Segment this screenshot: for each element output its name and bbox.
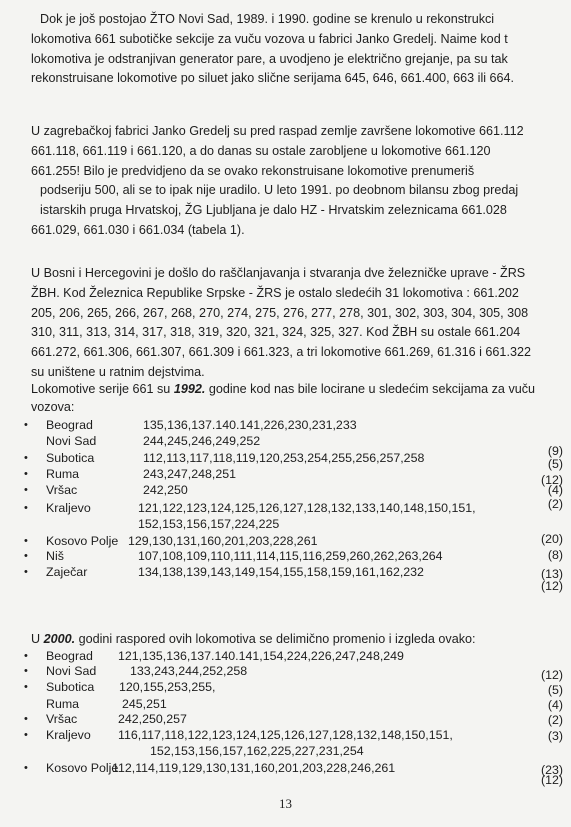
bullet-icon: •	[24, 566, 28, 578]
text-line: 310, 311, 313, 314, 317, 318, 319, 320, 321, 324, 325, 327. Kod ŽBH su ostale 661.204	[31, 325, 521, 340]
text-line: istarskih pruga Hrvatskoj, ŽG Ljubljana je dalo HZ - Hrvatskim zeleznicama 661.028	[40, 203, 507, 218]
section-name: Vršac	[46, 712, 78, 726]
bullet-icon: •	[24, 665, 28, 677]
text-line: su uništene u ratnim dejstvima.	[31, 364, 205, 379]
table-row	[22, 548, 571, 564]
locomotive-count: (3)	[547, 729, 563, 743]
locomotive-count: (20)	[540, 532, 563, 546]
locomotive-numbers: 133,243,244,252,258	[130, 664, 248, 678]
section-name: Subotica	[46, 680, 95, 694]
page-number: 13	[279, 796, 292, 811]
text-line: podseriju 500, ali se to ipak nije uradilo. U leto 1991. po deobnom bilansu zbog predaj	[40, 183, 519, 198]
bullet-icon: •	[24, 535, 28, 547]
locomotive-numbers: 245,251	[122, 697, 167, 711]
text-line: U Bosni i Hercegovini je došlo do raščlanjavanja i stvaranja dve železničke uprave - ŽRS	[31, 266, 526, 280]
year-2000: 2000.	[43, 632, 76, 646]
locomotive-count: (12)	[540, 773, 563, 787]
intro-1992-line2	[31, 400, 74, 414]
locomotive-numbers: 134,138,139,143,149,154,155,158,159,161,162,232	[138, 565, 424, 579]
bullet-icon: •	[24, 550, 28, 562]
table-row	[22, 711, 571, 727]
locomotive-numbers: 242,250,257	[118, 712, 187, 726]
section-name: Niš	[46, 549, 64, 563]
locomotive-numbers: 135,136,137.140.141,226,230,231,233	[143, 418, 357, 432]
locomotive-numbers: 121,122,123,124,125,126,127,128,132,133,140,148,150,151,	[138, 501, 476, 515]
text-line: Dok je još postojao ŽTO Novi Sad, 1989. i 1990. godine se krenulo u rekonstrukci	[40, 12, 495, 26]
section-name: Beograd	[46, 418, 93, 432]
locomotive-count: (4)	[547, 483, 563, 497]
paragraph-novi-sad	[31, 10, 571, 89]
locomotive-count: (2)	[547, 497, 563, 511]
text-line: 661.118, 661.119 i 661.120, a do danas su ostale zarobljene u lokomotive 661.120	[31, 143, 491, 158]
text-line: ŽBH. Kod Železnica Republike Srpske - ŽRS je ostalo sledećih 31 lokomotiva : 661.202	[31, 285, 519, 300]
intro-1992	[31, 382, 535, 396]
locomotive-count: (13)	[540, 567, 563, 581]
locomotive-count: (2)	[547, 713, 563, 727]
locomotive-count: (9)	[547, 444, 563, 458]
table-row	[22, 663, 571, 682]
locomotive-count: (4)	[547, 698, 563, 712]
text-line: lokomotiva je odstranjivan generator pare, a uvodjeno je električno grejanje, pa su tak	[31, 51, 508, 66]
locomotive-count: (5)	[547, 683, 563, 697]
table-row	[22, 564, 571, 580]
locomotive-numbers: 152,153,156,157,224,225	[138, 517, 280, 531]
table-row	[22, 727, 571, 743]
locomotive-numbers: 243,247,248,251	[143, 467, 237, 481]
locomotive-count: (23)	[540, 763, 563, 777]
text-line: 661.029, 661.030 i 661.034 (tabela 1).	[31, 222, 245, 237]
text-line: 661.272, 661.306, 661.307, 661.309 i 661.323, a tri lokomotive 661.269, 61.316 i 661.322	[31, 345, 531, 360]
locomotive-count: (8)	[547, 548, 563, 562]
paragraph-bosnia	[31, 264, 571, 383]
section-name: Kosovo Polje	[46, 761, 119, 775]
locomotive-numbers: 242,250	[143, 483, 188, 497]
locomotive-count: (12)	[540, 579, 563, 593]
bullet-icon: •	[24, 452, 28, 464]
locomotive-numbers: 121,135,136,137.140.141,154,224,226,247,248,249	[118, 649, 404, 663]
intro-text: vozova:	[31, 400, 75, 414]
intro-text: godine kod nas bile locirane u sledećim sekcijama za vuču	[205, 382, 536, 396]
text-line: 661.255! Bilo je predvidjeno da se ovako rekonstruisane lokomotive prenumeriš	[31, 163, 475, 178]
text-line: lokomotiva 661 subotičke sekcije za vuču vozova u fabrici Janko Gredelj. Naime kod t	[31, 31, 508, 46]
bullet-icon: •	[24, 681, 28, 693]
intro-text: Lokomotive serije 661 su	[31, 382, 174, 396]
section-name: Ruma	[46, 697, 80, 711]
bullet-icon: •	[24, 484, 28, 496]
section-name: Subotica	[46, 451, 95, 465]
paragraph-zagreb	[31, 122, 571, 241]
table-row	[22, 743, 571, 759]
table-row	[22, 450, 571, 471]
year-1992: 1992.	[173, 382, 206, 396]
text-line: rekonstruisane lokomotive po siluet jako slične serijama 645, 646, 661.400, 663 ili 664.	[31, 71, 515, 86]
text-line: U zagrebačkoj fabrici Janko Gredelj su pred raspad zemlje završene lokomotive 661.112	[31, 124, 524, 138]
locomotive-count: (5)	[547, 457, 563, 471]
table-row	[22, 773, 571, 792]
locomotive-numbers: 116,117,118,122,123,124,125,126,127,128,132,148,150,151,	[118, 728, 453, 742]
locomotive-numbers: 112,114,119,129,130,131,160,201,203,228,246,261	[112, 761, 396, 775]
section-name: Zaječar	[46, 565, 88, 579]
table-row	[22, 679, 571, 695]
section-name: Ruma	[46, 467, 80, 481]
section-name: Kraljevo	[46, 728, 91, 742]
table-row	[22, 533, 571, 549]
table-row	[22, 466, 571, 487]
locomotive-numbers: 107,108,109,110,111,114,115,116,259,260,262,263,264	[138, 549, 443, 563]
section-name: Novi Sad	[46, 434, 97, 448]
section-name: Novi Sad	[46, 664, 97, 678]
text-line: 205, 206, 265, 266, 267, 268, 270, 274, 275, 276, 277, 278, 301, 302, 303, 304, 305, 308	[31, 305, 529, 320]
bullet-icon: •	[24, 729, 28, 741]
locomotive-numbers: 120,155,253,255,	[119, 680, 216, 694]
bullet-icon: •	[24, 468, 28, 480]
bullet-icon: •	[24, 419, 28, 431]
table-row	[22, 648, 571, 664]
locomotive-numbers: 112,113,117,118,119,120,253,254,255,256,257,258	[143, 451, 425, 465]
table-row	[22, 696, 571, 712]
bullet-icon: •	[24, 502, 28, 514]
table-row	[22, 760, 571, 776]
table-row	[22, 516, 571, 532]
intro-2000: U 2000. godini raspored ovih lokomotiva se delimično promenio i izgleda ovako:	[31, 632, 476, 646]
bullet-icon: •	[24, 713, 28, 725]
bullet-icon: •	[24, 762, 28, 774]
section-name: Vršac	[46, 483, 78, 497]
table-row	[22, 417, 571, 433]
locomotive-numbers: 244,245,246,249,252	[143, 434, 261, 448]
section-name: Kraljevo	[46, 501, 91, 515]
intro-text: godini raspored ovih lokomotiva se delimično promenio i izgleda ovako:	[75, 632, 476, 646]
section-name: Kosovo Polje	[46, 534, 119, 548]
bullet-icon: •	[24, 650, 28, 662]
section-name: Beograd	[46, 649, 93, 663]
table-row	[22, 497, 571, 516]
locomotive-count: (12)	[540, 668, 563, 682]
locomotive-numbers: 152,153,156,157,162,225,227,231,254	[150, 744, 364, 758]
table-row	[22, 482, 571, 498]
table-row	[22, 580, 571, 596]
locomotive-count: (12)	[540, 473, 563, 487]
locomotive-numbers: 129,130,131,160,201,203,228,261	[128, 534, 318, 548]
